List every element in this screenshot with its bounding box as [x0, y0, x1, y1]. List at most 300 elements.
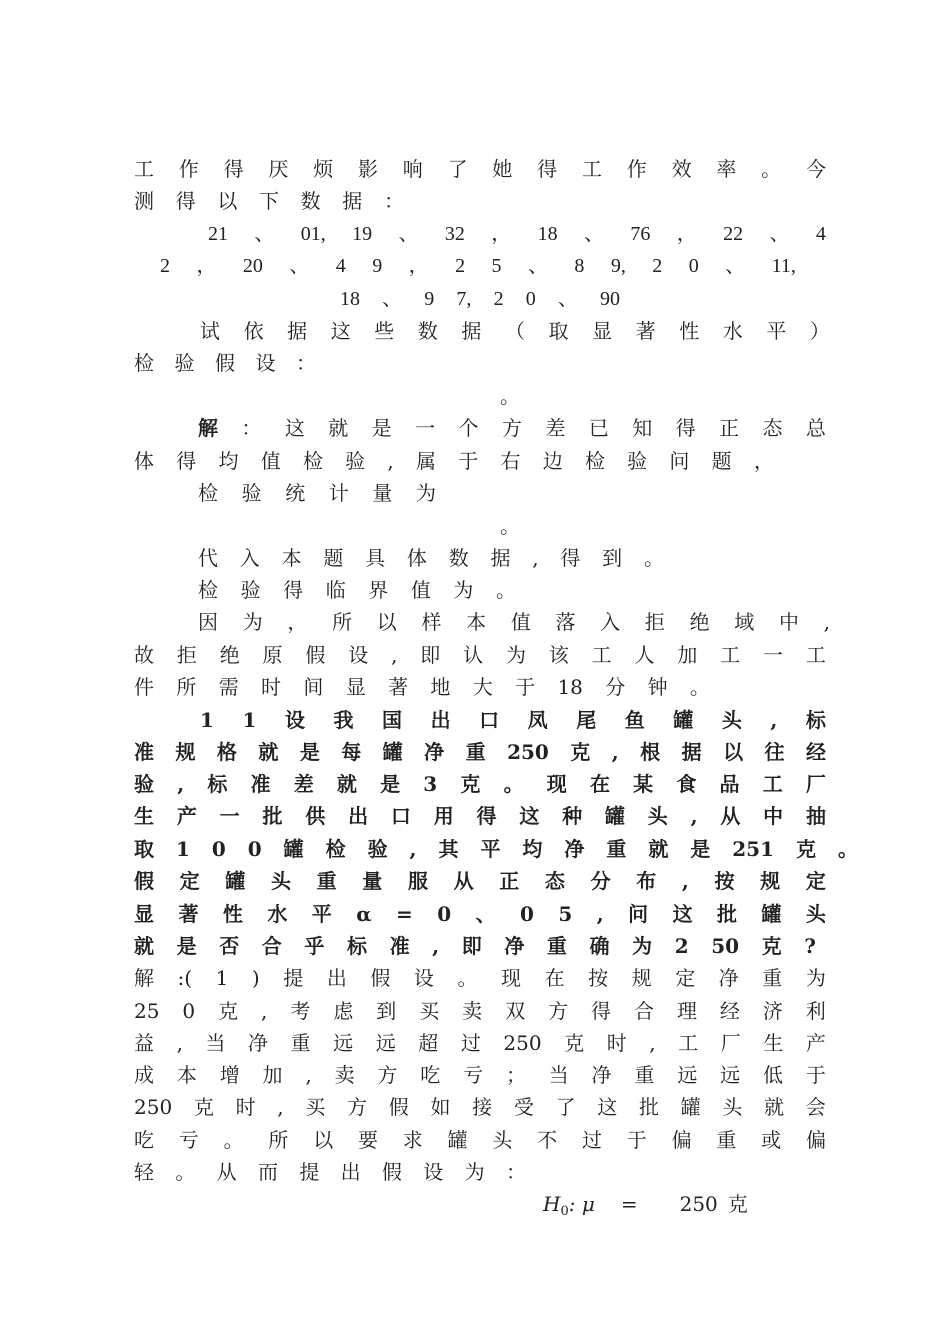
text-token: 知 [632, 416, 653, 440]
text-token: 试 [200, 319, 220, 343]
text-token: 、 [475, 902, 496, 926]
text-token: 罐 [761, 902, 782, 926]
text-line [134, 1125, 826, 1155]
text-token: 。 [643, 546, 664, 570]
text-token: 从 [216, 1160, 237, 1184]
text-token: 净 [504, 934, 525, 958]
text-token: 、 [725, 255, 746, 277]
text-token: 属 [416, 449, 436, 473]
text-token: 、 [584, 223, 604, 245]
text-token: 已 [588, 416, 609, 440]
text-token: 净 [591, 1063, 612, 1087]
text-token: 食 [676, 772, 697, 796]
text-token: 0 [520, 902, 534, 926]
text-token: 251 [732, 837, 775, 861]
text-token: 提 [299, 1160, 320, 1184]
text-token: 均 [218, 449, 239, 473]
text-token: 右 [500, 449, 521, 473]
text-token: 合 [633, 999, 654, 1023]
text-token: 头 [270, 869, 291, 893]
text-token: 某 [633, 772, 654, 796]
text-token: 250 [503, 1031, 542, 1055]
text-token: 量 [372, 481, 393, 505]
text-token: 0 [182, 999, 196, 1023]
text-token: ： [383, 189, 404, 213]
text-token: 即 [461, 934, 482, 958]
text-token: 方 [377, 1063, 398, 1087]
text-token: 净 [248, 1031, 269, 1055]
text-token: 从 [720, 804, 741, 828]
text-token: 边 [542, 449, 563, 473]
text-token: 、 [382, 288, 403, 310]
text-token: 克 [564, 1031, 585, 1055]
text-token: 罐 [680, 1095, 701, 1119]
text-token: 重 [546, 934, 567, 958]
text-token: 准 [389, 934, 410, 958]
text-token: 得 [591, 999, 612, 1023]
text-token: 准 [134, 740, 154, 764]
text-token: 、 [527, 255, 548, 277]
text-token: 拒 [176, 643, 197, 667]
text-line [134, 446, 774, 476]
text-token: 著 [178, 902, 199, 926]
text-token: 济 [762, 999, 783, 1023]
text-token: 时 [261, 675, 282, 699]
text-token: 数 [417, 319, 438, 343]
text-token: 量 [362, 869, 383, 893]
text-line [134, 801, 826, 831]
text-token: 其 [438, 837, 459, 861]
text-token: 时 [235, 1095, 256, 1119]
text-token: 检 [325, 837, 346, 861]
text-token: ) [251, 966, 260, 990]
text-token: 0 [688, 255, 699, 277]
text-token: 买 [419, 999, 440, 1023]
text-token: 克 [218, 999, 239, 1023]
text-token: 为 [805, 966, 826, 990]
text-token: 0 [211, 837, 226, 861]
text-token: 准 [250, 772, 271, 796]
text-token: 经 [719, 999, 740, 1023]
text-token: 著 [635, 319, 656, 343]
text-token: 验 [241, 481, 262, 505]
text-token: 生 [763, 1031, 784, 1055]
text-token: 格 [216, 740, 237, 764]
text-token: 本 [466, 610, 487, 634]
text-token: 为 [242, 610, 263, 634]
text-token: 厌 [268, 157, 289, 181]
text-token: 水 [722, 319, 743, 343]
text-token: 3 [423, 772, 438, 796]
text-token: 出 [348, 804, 369, 828]
text-token: 就 [258, 740, 279, 764]
text-token: 分 [590, 869, 611, 893]
text-token: 性 [222, 902, 243, 926]
text-line [200, 705, 826, 735]
text-token: 得 [283, 578, 304, 602]
text-token: 钟 [647, 675, 668, 699]
text-line [134, 996, 826, 1026]
text-token: 设 [284, 708, 305, 732]
text-token: 据 [342, 189, 363, 213]
text-token: 理 [676, 999, 697, 1023]
text-token: 据 [461, 319, 482, 343]
text-token: 规 [760, 869, 781, 893]
text-token: 。 [689, 675, 710, 699]
text-token: 重 [716, 1128, 737, 1152]
text-token: 净 [718, 966, 739, 990]
text-token: 以 [217, 189, 238, 213]
text-token: 假 [305, 643, 326, 667]
text-token: 2 [652, 255, 663, 277]
text-token: 假 [215, 351, 235, 375]
text-token: 效 [671, 157, 692, 181]
text-token: 9 [372, 255, 383, 277]
text-token: ， [196, 255, 217, 277]
text-token: 是 [380, 772, 401, 796]
text-token: 鱼 [624, 708, 645, 732]
text-token: 为 [505, 643, 526, 667]
text-token: 假 [388, 1095, 409, 1119]
text-token: 罐 [604, 804, 625, 828]
text-token: 了 [555, 1095, 576, 1119]
text-token: 亏 [178, 1128, 199, 1152]
text-token: 或 [761, 1128, 782, 1152]
text-token: 均 [522, 837, 543, 861]
text-token: 虑 [333, 999, 354, 1023]
text-token: 工 [762, 772, 783, 796]
text-token: 过 [581, 1128, 602, 1152]
text-token: 工 [591, 643, 612, 667]
text-token: 、 [254, 223, 275, 245]
text-token: 布 [636, 869, 657, 893]
text-token: 分 [605, 675, 626, 699]
text-token: 250 [507, 740, 549, 764]
text-token: 故 [134, 643, 154, 667]
text-token: 验 [627, 449, 648, 473]
text-token: 这 [672, 902, 693, 926]
text-token: 水 [267, 902, 288, 926]
text-token: ， [408, 255, 429, 277]
text-token: 到 [602, 546, 623, 570]
text-token: 验 [134, 772, 154, 796]
text-token: 抽 [805, 804, 826, 828]
text-token: 。 [761, 157, 782, 181]
hypothesis-formula [543, 1189, 783, 1219]
text-token: 影 [357, 157, 378, 181]
text-token: 0 [525, 288, 536, 310]
text-token: 32 [444, 223, 465, 245]
text-line [134, 1028, 826, 1058]
text-token: , [177, 772, 185, 796]
hypothesis-value: 250 [679, 1192, 718, 1216]
text-token: 偏 [805, 1128, 826, 1152]
text-token: 远 [375, 1031, 396, 1055]
text-line [134, 348, 316, 378]
text-token: 这 [519, 804, 540, 828]
text-token: 8 [574, 255, 585, 277]
text-token: 于 [458, 449, 479, 473]
text-token: 卖 [462, 999, 483, 1023]
text-token: :( [177, 966, 193, 990]
text-token: 加 [262, 1063, 283, 1087]
text-token: 01, [300, 223, 326, 245]
text-token: 作 [178, 157, 199, 181]
text-token: 原 [262, 643, 283, 667]
text-token: 绝 [689, 610, 710, 634]
text-token: 。 [503, 772, 524, 796]
text-token: 即 [420, 643, 441, 667]
text-line [198, 607, 830, 637]
text-token: 显 [134, 902, 154, 926]
text-token: 成 [134, 1063, 154, 1087]
text-token: 态 [762, 416, 783, 440]
text-token: 验 [240, 578, 261, 602]
text-token: 头 [647, 804, 668, 828]
text-token: , [176, 1031, 183, 1055]
text-token: 计 [328, 481, 349, 505]
text-token: 净 [564, 837, 585, 861]
text-token: 重 [316, 869, 337, 893]
text-token: 厂 [805, 772, 826, 796]
text-token: 是 [371, 416, 392, 440]
text-token: 、 [769, 223, 790, 245]
text-token: 为 [415, 481, 436, 505]
text-token: 头 [722, 1095, 743, 1119]
text-token: 假 [134, 869, 154, 893]
text-line [134, 186, 404, 216]
text-token: 这 [330, 319, 351, 343]
text-token: ： [505, 1160, 526, 1184]
text-token: 是 [176, 934, 197, 958]
text-token: 。 [495, 578, 516, 602]
text-token: 检 [584, 449, 605, 473]
text-token: 22 [723, 223, 744, 245]
text-token: 值 [260, 449, 281, 473]
text-token: 烦 [313, 157, 334, 181]
text-token: 就 [328, 416, 349, 440]
hypothesis-subscript: 0 [560, 1204, 569, 1219]
text-token: 因 [198, 610, 218, 634]
text-token: 现 [546, 772, 567, 796]
text-token: 亏 [463, 1063, 484, 1087]
text-token: 吃 [420, 1063, 441, 1087]
text-token: 服 [407, 869, 428, 893]
text-token: 在 [544, 966, 565, 990]
text-line [134, 931, 816, 961]
text-token: 得 [560, 546, 581, 570]
text-line [134, 1157, 526, 1187]
text-token: 规 [631, 966, 652, 990]
text-token: 拒 [644, 610, 665, 634]
text-token: 吃 [134, 1128, 154, 1152]
text-token: , [649, 1031, 656, 1055]
text-token: 检 [198, 578, 218, 602]
text-token: 往 [764, 740, 785, 764]
text-token: 标 [207, 772, 228, 796]
text-token: 产 [176, 804, 197, 828]
text-token: 每 [341, 740, 362, 764]
text-token: ） [809, 319, 830, 343]
text-token: 重 [606, 837, 627, 861]
text-token: 取 [548, 319, 569, 343]
text-token: 2 [160, 255, 170, 277]
text-token: 具 [365, 546, 386, 570]
text-token: 正 [499, 869, 520, 893]
text-token: 是 [299, 740, 320, 764]
text-line [134, 640, 826, 670]
text-token: 、 [557, 288, 578, 310]
text-token: 据 [681, 740, 702, 764]
text-token: 而 [257, 1160, 278, 1184]
text-token: 会 [805, 1095, 826, 1119]
text-line [134, 866, 826, 896]
text-token: 出 [430, 708, 451, 732]
text-token: 为 [464, 1160, 485, 1184]
text-token: 从 [453, 869, 474, 893]
text-token: 罐 [447, 1128, 468, 1152]
text-token: 方 [347, 1095, 368, 1119]
text-token: 以 [313, 1128, 334, 1152]
text-token: 值 [410, 578, 431, 602]
text-token: 要 [357, 1128, 378, 1152]
text-token: 中 [763, 804, 784, 828]
text-token: 11, [771, 255, 796, 277]
text-token: 规 [175, 740, 196, 764]
text-line [134, 769, 826, 799]
text-token: 考 [290, 999, 311, 1023]
text-token: 就 [764, 1095, 785, 1119]
text-token: 临 [325, 578, 346, 602]
text-token: ? [804, 934, 816, 958]
text-token: 数 [448, 546, 469, 570]
text-token: 品 [719, 772, 740, 796]
text-token: 、 [398, 223, 419, 245]
text-line [134, 672, 710, 702]
text-token: 工 [805, 643, 826, 667]
text-token: 需 [218, 675, 239, 699]
text-token: 显 [592, 319, 613, 343]
text-token: 入 [600, 610, 621, 634]
text-token: 就 [134, 934, 154, 958]
text-token: 定 [805, 869, 826, 893]
text-token: 国 [382, 708, 403, 732]
text-token: 统 [285, 481, 306, 505]
text-token: 测 [134, 189, 154, 213]
text-token: 工 [678, 1031, 699, 1055]
text-token: 1 [215, 966, 229, 990]
text-token: ， [676, 223, 697, 245]
text-token: 增 [219, 1063, 240, 1087]
text-token: 。 [223, 1128, 244, 1152]
text-line [198, 575, 516, 605]
text-token: 这 [284, 416, 305, 440]
text-token: 作 [626, 157, 647, 181]
text-token: 当 [548, 1063, 569, 1087]
text-token: 5 [558, 902, 573, 926]
text-token: 250 [134, 1095, 173, 1119]
text-token: 9 [424, 288, 435, 310]
text-token: 按 [588, 966, 609, 990]
text-token: ， [491, 223, 512, 245]
text-token: 据 [287, 319, 308, 343]
text-token: 否 [219, 934, 240, 958]
text-token: ； [505, 1063, 526, 1087]
text-token: 口 [390, 804, 411, 828]
text-line: 。 [500, 384, 520, 408]
text-token: 题 [323, 546, 344, 570]
text-line [340, 284, 620, 314]
text-token: 头 [805, 902, 826, 926]
text-token: 题 [711, 449, 732, 473]
text-token: 中 [778, 610, 799, 634]
text-token: ： [241, 416, 262, 440]
text-token: 工 [134, 157, 154, 181]
text-line [134, 737, 826, 767]
text-token: 偏 [671, 1128, 692, 1152]
text-token: 所 [176, 675, 197, 699]
text-token: 得 [476, 804, 497, 828]
text-token: 批 [717, 902, 738, 926]
text-token: 今 [805, 157, 826, 181]
text-token: 大 [472, 675, 493, 699]
text-token: 检 [198, 481, 218, 505]
text-token: , [596, 902, 604, 926]
text-token: 问 [669, 449, 690, 473]
text-token: ： [296, 351, 316, 375]
text-line [134, 1060, 826, 1090]
text-token: 远 [333, 1031, 354, 1055]
text-token: 正 [719, 416, 740, 440]
text-line [134, 963, 826, 993]
text-token: 体 [406, 546, 427, 570]
text-token: 我 [333, 708, 354, 732]
text-token: 平 [480, 837, 501, 861]
text-token: 落 [555, 610, 576, 634]
text-token: 数 [300, 189, 321, 213]
text-token: 18 [537, 223, 558, 245]
text-token: 出 [340, 1160, 361, 1184]
text-token: 双 [505, 999, 526, 1023]
text-token: , [261, 999, 268, 1023]
text-token: , [770, 708, 778, 732]
text-token: 差 [293, 772, 314, 796]
text-token: 用 [433, 804, 454, 828]
text-token: 得 [675, 416, 696, 440]
text-token: 9, [610, 255, 626, 277]
text-token: 18 [557, 675, 583, 699]
text-line [134, 834, 858, 864]
text-token: 76 [630, 223, 651, 245]
text-token: 间 [303, 675, 324, 699]
text-token: 这 [597, 1095, 618, 1119]
text-token: 就 [336, 772, 357, 796]
text-token: 在 [589, 772, 610, 796]
text-token: 罐 [283, 837, 304, 861]
mu-symbol: : μ [568, 1192, 595, 1216]
text-token: 样 [421, 610, 442, 634]
text-token: 定 [179, 869, 200, 893]
text-token: 响 [402, 157, 423, 181]
text-token: , [611, 740, 619, 764]
text-token: 。 [457, 966, 478, 990]
text-token: 所 [268, 1128, 289, 1152]
text-token: 设 [413, 966, 434, 990]
text-token: 当 [205, 1031, 226, 1055]
text-token: 2 [674, 934, 689, 958]
text-token: 标 [346, 934, 367, 958]
text-line [134, 154, 826, 184]
